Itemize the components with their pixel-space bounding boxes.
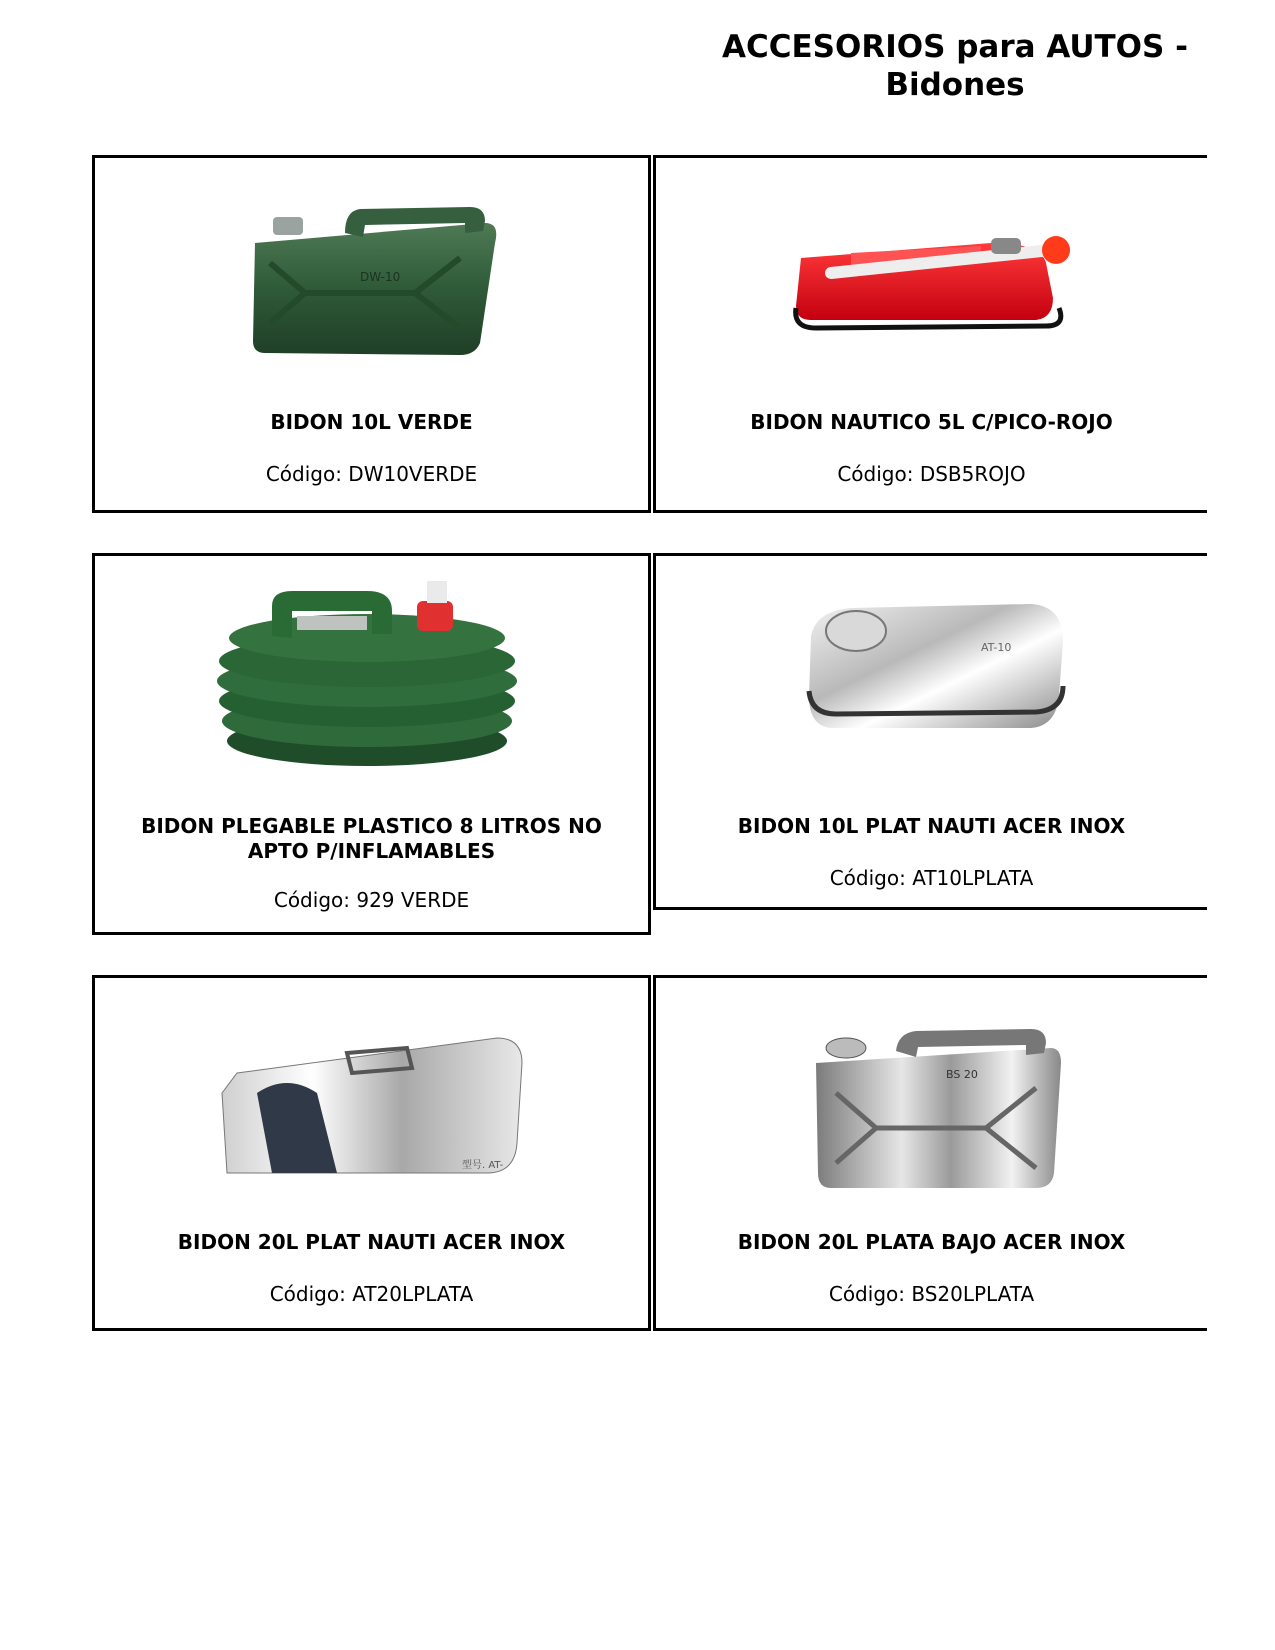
red-jerrycan-image: [791, 228, 1081, 338]
green-jerrycan-image: [245, 203, 505, 363]
steel-can-label: AT-10: [981, 641, 1012, 654]
product-name: BIDON 10L PLAT NAUTI ACER INOX: [737, 814, 1126, 838]
page-title-line2: Bidones: [885, 67, 1025, 103]
product-code: Código: AT20LPLATA: [269, 1282, 474, 1306]
product-name: BIDON 20L PLAT NAUTI ACER INOX: [177, 1230, 566, 1254]
steel-jerrycan-20l-image: [806, 1023, 1066, 1193]
green-jerrycan-label: DW-10: [360, 270, 401, 284]
product-card: [92, 553, 651, 935]
steel-nautical-can-10l-image: [801, 596, 1071, 766]
product-name: BIDON 20L PLATA BAJO ACER INOX: [737, 1230, 1126, 1254]
product-name: BIDON NAUTICO 5L C/PICO-ROJO: [750, 410, 1113, 434]
collapsible-green-canister-image: [217, 576, 517, 776]
steel-can-20l-label: 型号. AT-: [462, 1160, 504, 1171]
product-code: Código: 929 VERDE: [273, 888, 470, 912]
product-card: [653, 975, 1207, 1331]
page-title-line1: ACCESORIOS para AUTOS -: [721, 29, 1189, 65]
page-title: [700, 28, 1210, 104]
steel-jerrycan-label: BS 20: [946, 1068, 978, 1081]
product-name: BIDON 10L VERDE: [270, 410, 473, 434]
product-code: Código: BS20LPLATA: [828, 1282, 1035, 1306]
product-card: [92, 975, 651, 1331]
product-card: [653, 553, 1207, 910]
product-card: [653, 155, 1207, 513]
product-card: [92, 155, 651, 513]
product-code: Código: DW10VERDE: [265, 462, 478, 486]
steel-nautical-can-20l-image: [217, 1033, 527, 1178]
product-name: BIDON PLEGABLE PLASTICO 8 LITROS NO APTO P/INFLAMABLES: [141, 814, 602, 863]
product-code: Código: DSB5ROJO: [837, 462, 1026, 486]
product-code: Código: AT10LPLATA: [829, 866, 1034, 890]
